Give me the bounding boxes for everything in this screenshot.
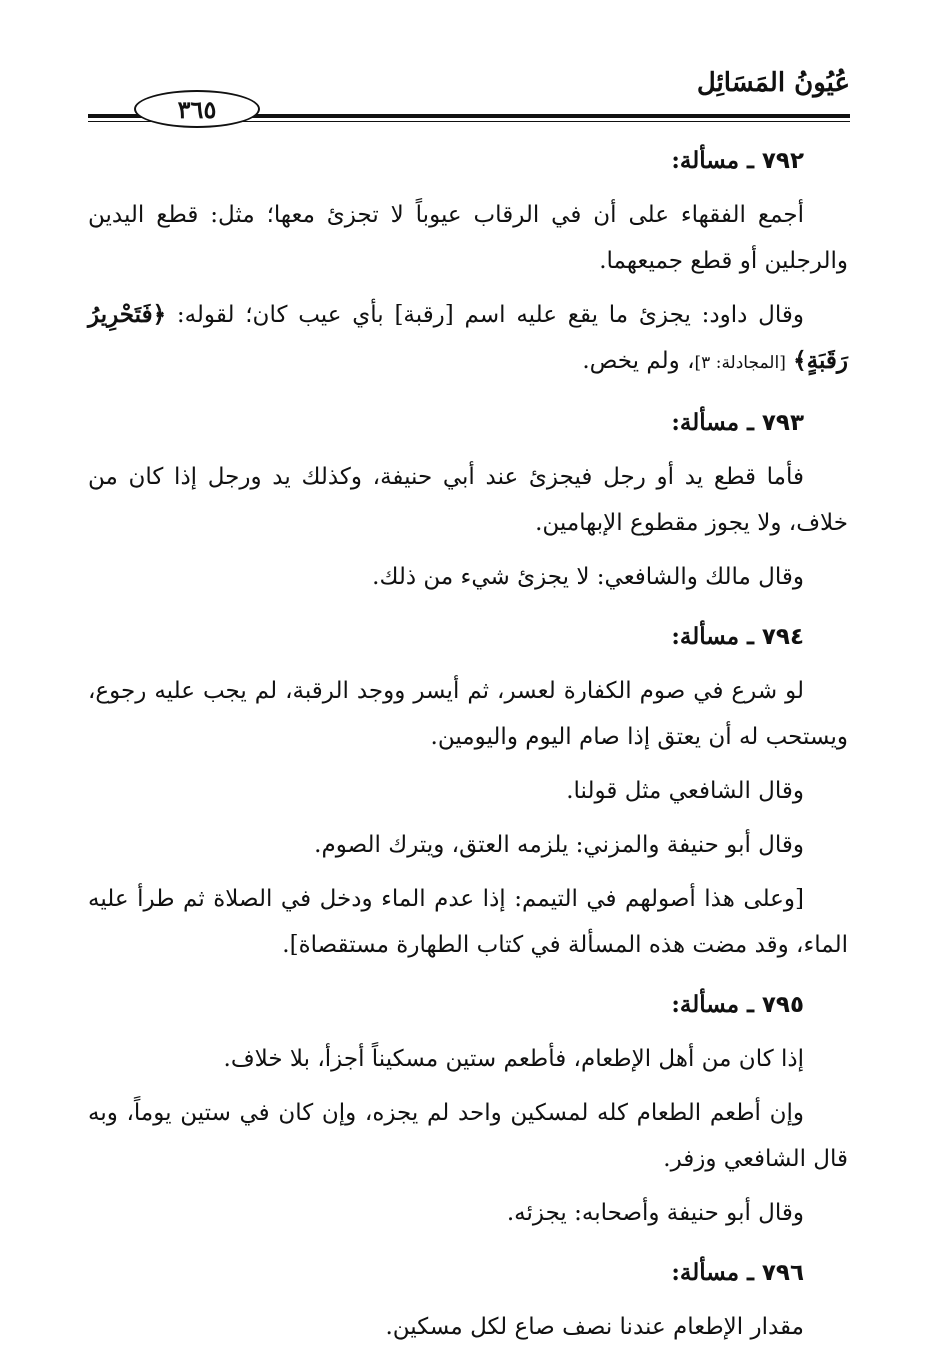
paragraph-with-quran [88,292,848,386]
masala-number: ٧٩٤ [761,624,804,650]
paragraph: أجمع الفقهاء على أن في الرقاب عيوباً لا تجزئ معها؛ مثل: قطع اليدين والرجلين أو قطع جميعهما. [88,202,848,274]
masala-number: ٧٩٦ [761,1260,804,1286]
page-number-badge [134,90,260,128]
masala-label: مسألة: [671,991,740,1018]
quran-quote: ﴿فَتَحْرِيرُ رَقَبَةٍ﴾ [88,301,848,374]
paragraph: فأما قطع يد أو رجل فيجزئ عند أبي حنيفة، وكذلك يد ورجل إذا كان من خلاف، ولا يجوز مقطوع الإبهامين. [88,464,848,536]
paragraph: وقال الشافعي مثل قولنا. [566,778,804,804]
page-header [88,62,850,126]
paragraph: إذا كان من أهل الإطعام، فأطعم ستين مسكيناً أجزأ، بلا خلاف. [223,1046,804,1072]
masala-heading-793: ٧٩٣ ـ مسألة: [671,409,804,436]
paragraph: لو شرع في صوم الكفارة لعسر، ثم أيسر ووجد الرقبة، لم يجب عليه رجوع، ويستحب له أن يعتق إذا صام اليوم واليومين. [88,678,848,750]
paragraph: وقال مالك والشافعي: لا يجزئ شيء من ذلك. [372,564,804,590]
masala-label: مسألة: [671,147,740,174]
paragraph: وقال أبو حنيفة والمزني: يلزمه العتق، ويترك الصوم. [314,832,804,858]
page-body [88,132,848,1340]
masala-label: مسألة: [671,623,740,650]
paragraph: وقال أبو حنيفة وأصحابه: يجزئه. [506,1200,804,1226]
paragraph-tail: ، ولم يخص. [582,348,695,374]
masala-heading-792: ٧٩٢ ـ مسألة: [671,147,804,174]
masala-label: مسألة: [671,409,740,436]
paragraph: وإن أطعم الطعام كله لمسكين واحد لم يجزه، وإن كان في ستين يوماً، وبه قال الشافعي وزفر. [88,1100,848,1172]
masala-label: مسألة: [671,1259,740,1286]
book-title: عُيُونُ المَسَائِل [696,68,850,98]
paragraph: مقدار الإطعام عندنا نصف صاع لكل مسكين. [385,1314,804,1340]
paragraph: [وعلى هذا أصولهم في التيمم: إذا عدم الماء ودخل في الصلاة ثم طرأ عليه الماء، وقد مضت هذه المسألة في كتاب الطهارة مستقصاة]. [88,886,848,958]
masala-number: ٧٩٥ [761,992,804,1018]
masala-number: ٧٩٢ [761,148,804,174]
masala-heading-794: ٧٩٤ ـ مسألة: [671,623,804,650]
page-number: ٣٦٥ [177,94,217,124]
quran-reference: [المجادلة: ٣] [694,353,786,373]
masala-heading-795: ٧٩٥ ـ مسألة: [671,991,804,1018]
paragraph-text: وقال داود: يجزئ ما يقع عليه اسم [رقبة] بأي عيب كان؛ لقوله: [176,302,804,328]
masala-number: ٧٩٣ [761,410,804,436]
masala-heading-796: ٧٩٦ ـ مسألة: [671,1259,804,1286]
